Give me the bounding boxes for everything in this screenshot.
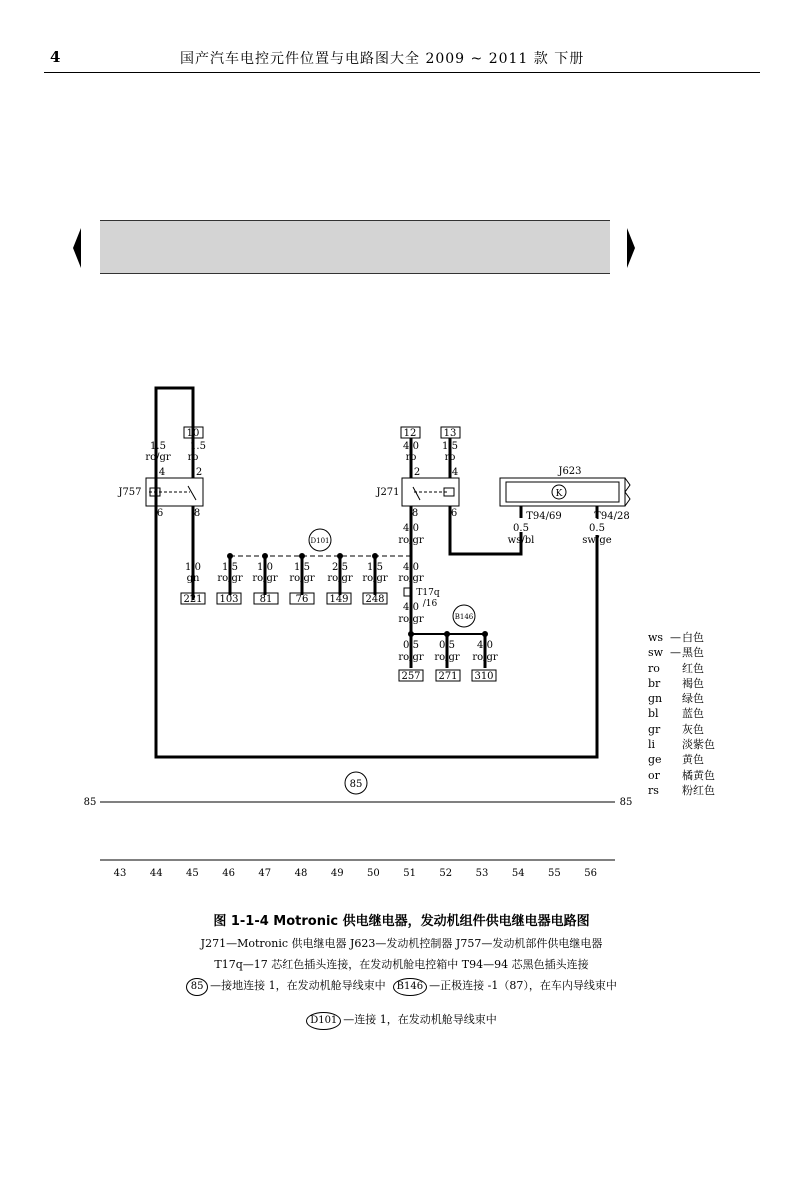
caption-line-4: D101 —连接 1，在发动机舱导线束中 (0, 1011, 803, 1030)
svg-text:1.5: 1.5 (442, 441, 458, 452)
component-label: J757 (118, 487, 142, 498)
figure-title: 图 1-1-4 Motronic 供电继电器，发动机组件供电继电器电路图 (213, 914, 590, 929)
svg-text:ro/gr: ro/gr (289, 573, 315, 584)
ground-label-right: 85 (619, 797, 633, 808)
svg-text:ro: ro (444, 452, 456, 463)
svg-text:ro/gr: ro/gr (252, 573, 278, 584)
control-unit-symbol: K (555, 489, 563, 499)
svg-text:1.5: 1.5 (367, 562, 383, 573)
svg-text:ro/gr: ro/gr (327, 573, 353, 584)
svg-text:4: 4 (158, 467, 166, 478)
svg-text:149: 149 (329, 594, 349, 605)
fuse-label: 13 (443, 428, 457, 439)
svg-text:76: 76 (295, 594, 309, 605)
svg-text:T94/69: T94/69 (526, 511, 562, 522)
d101-symbol: D101 (306, 1012, 341, 1030)
legend-item: li 淡紫色 (648, 738, 715, 752)
svg-text:2: 2 (413, 467, 421, 478)
svg-text:8: 8 (411, 508, 419, 519)
svg-text:0.5: 0.5 (439, 640, 455, 651)
track-number: 46 (222, 868, 235, 879)
b146-symbol: B146 (393, 978, 427, 996)
track-number: 54 (511, 868, 525, 879)
svg-text:sw/ge: sw/ge (582, 535, 612, 546)
book-title: 国产汽车电控元件位置与电路图大全 2009 ~ 2011 款 下册 (180, 51, 585, 67)
track-number: 49 (330, 868, 344, 879)
wire-color-legend (648, 630, 715, 798)
svg-text:271: 271 (438, 671, 458, 682)
legend-item: ro 红色 (648, 661, 704, 675)
svg-text:1.0: 1.0 (185, 562, 201, 573)
caption-line-3: 85 —接地连接 1，在发动机舱导线束中 B146 —正极连接 -1（87），在车内导线束中 (0, 977, 803, 996)
svg-text:1.0: 1.0 (257, 562, 273, 573)
svg-text:6: 6 (156, 508, 164, 519)
svg-text:ro: ro (405, 452, 417, 463)
svg-text:8: 8 (193, 508, 201, 519)
ground-85-symbol: 85 (186, 978, 208, 996)
svg-text:1.5: 1.5 (294, 562, 310, 573)
svg-text:103: 103 (219, 594, 239, 605)
fuse-label: 10 (186, 428, 200, 439)
caption-line-1: J271—Motronic 供电继电器 J623—发动机控制器 J757—发动机部件供电继电器 (200, 937, 603, 950)
legend-item: rs 粉红色 (648, 783, 715, 797)
ground-label-left: 85 (83, 797, 97, 808)
svg-text:4.0: 4.0 (403, 441, 419, 452)
svg-text:257: 257 (401, 671, 421, 682)
svg-text:1.5: 1.5 (150, 441, 166, 452)
svg-text:1.5: 1.5 (222, 562, 238, 573)
svg-text:ro: ro (187, 452, 199, 463)
svg-text:2: 2 (195, 467, 203, 478)
svg-text:ro/gr: ro/gr (398, 573, 424, 584)
svg-text:0.5: 0.5 (403, 640, 419, 651)
legend-item: bl 蓝色 (648, 707, 704, 721)
legend-item: br 褐色 (648, 676, 704, 690)
svg-text:4.0: 4.0 (403, 602, 419, 613)
svg-text:ro/gr: ro/gr (217, 573, 243, 584)
node-b146: B146 (454, 613, 474, 621)
svg-text:4: 4 (451, 467, 459, 478)
component-label: J271 (376, 487, 400, 498)
svg-text:1.5: 1.5 (190, 441, 206, 452)
svg-text:ro/gr: ro/gr (434, 652, 460, 663)
svg-text:4.0: 4.0 (403, 523, 419, 534)
track-number: 55 (548, 868, 561, 879)
svg-text:ro/gr: ro/gr (362, 573, 388, 584)
track-number: 50 (367, 868, 380, 879)
svg-text:ro/gr: ro/gr (398, 652, 424, 663)
svg-text:81: 81 (259, 594, 273, 605)
fuse-label: 12 (403, 428, 417, 439)
track-number: 48 (294, 868, 308, 879)
svg-text:4.0: 4.0 (477, 640, 493, 651)
legend-item: ge 黄色 (648, 753, 704, 767)
svg-text:6: 6 (450, 508, 458, 519)
caption-line-2: T17q—17 芯红色插头连接，在发动机舱电控箱中 T94—94 芯黑色插头连接 (214, 958, 589, 971)
track-number: 43 (113, 868, 127, 879)
track-number: 53 (475, 868, 489, 879)
svg-text:248: 248 (365, 594, 385, 605)
svg-text:ro/gr: ro/gr (145, 452, 171, 463)
legend-item: ws —白色 (648, 631, 704, 644)
svg-text:0.5: 0.5 (589, 523, 605, 534)
svg-text:221: 221 (183, 594, 203, 605)
node-85: 85 (349, 779, 363, 790)
svg-text:4.0: 4.0 (403, 562, 419, 573)
svg-text:ws/bl: ws/bl (507, 535, 535, 546)
svg-text:gn: gn (186, 573, 200, 584)
svg-text:T17q: T17q (416, 588, 440, 598)
track-number: 45 (186, 868, 199, 879)
svg-text:ro/gr: ro/gr (398, 614, 424, 625)
track-number: 47 (258, 868, 272, 879)
track-number: 44 (149, 868, 163, 879)
component-label: J623 (558, 466, 582, 477)
svg-text:ro/gr: ro/gr (398, 535, 424, 546)
legend-item: or 橘黄色 (648, 768, 715, 782)
svg-text:0.5: 0.5 (513, 523, 529, 534)
track-number: 52 (439, 868, 453, 879)
svg-text:ro/gr: ro/gr (472, 652, 498, 663)
legend-item: gr 灰色 (648, 722, 704, 736)
svg-text:T94/28: T94/28 (594, 511, 630, 522)
svg-text:/16: /16 (422, 599, 438, 609)
track-number: 51 (403, 868, 416, 879)
track-number: 56 (584, 868, 597, 879)
node-d101: D101 (310, 537, 330, 545)
legend-item: gn 绿色 (648, 692, 704, 706)
page-number: 4 (50, 48, 61, 66)
svg-text:2.5: 2.5 (332, 562, 348, 573)
svg-text:310: 310 (474, 671, 494, 682)
legend-item: sw —黑色 (648, 646, 704, 660)
